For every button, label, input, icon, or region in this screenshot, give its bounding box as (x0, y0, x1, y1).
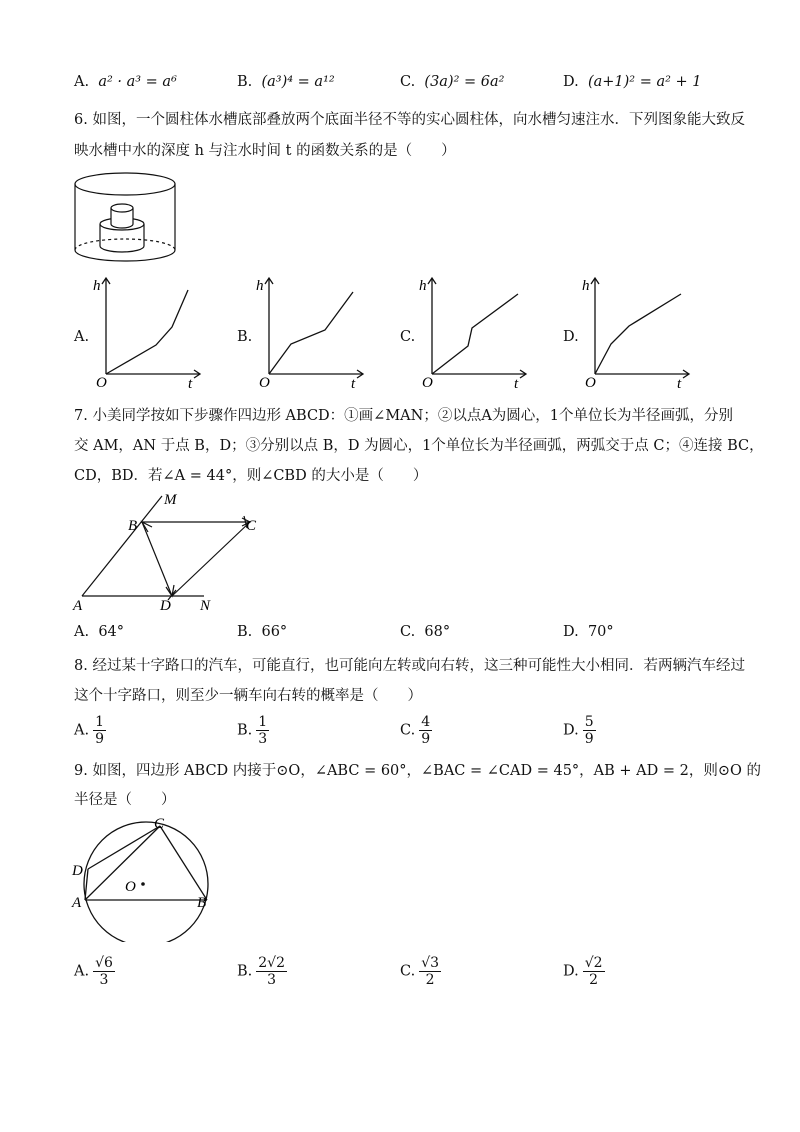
q6-graph-a (90, 272, 205, 392)
q7-rhombus-figure (70, 488, 280, 616)
q6-graph-d-y-label: h (582, 278, 590, 294)
q7-label-n: N (200, 598, 211, 614)
q5-option-b: B. (a³)⁴ = a¹² (237, 74, 335, 90)
q9-label-c: C (154, 816, 165, 832)
q9-stem-line1: 9. 如图，四边形 ABCD 内接于⊙O，∠ABC = 60°，∠BAC = ∠CAD = 45°，AB + AD = 2，则⊙O 的 (74, 763, 761, 779)
q7-label-a: A (73, 598, 83, 614)
q6-graph-b (253, 272, 368, 392)
q7-option-b: B. 66° (237, 624, 288, 640)
q6-graph-c (416, 272, 531, 392)
q9-label-o: O (125, 879, 136, 895)
q7-stem-line3: CD，BD．若∠A = 44°，则∠CBD 的大小是（ ） (74, 468, 428, 484)
q9-label-a: A (72, 895, 82, 911)
q6-graph-d (579, 272, 694, 392)
q6-graph-b-x-label: t (351, 376, 356, 392)
q9-option-b: B. $\frac{2√2}{3}$ (237, 955, 286, 988)
q8-option-c: C. $\frac{4}{9}$ (400, 714, 431, 747)
q6-graph-b-origin: O (259, 375, 270, 391)
q8-option-a: A. $\frac{1}{9}$ (74, 714, 105, 747)
q6-graph-d-x-label: t (677, 376, 682, 392)
q8-option-b: B. $\frac{1}{3}$ (237, 714, 268, 747)
q8-stem-line1: 8. 经过某十字路口的汽车，可能直行，也可能向左转或向右转，这三种可能性大小相同．若两辆汽车经过 (74, 658, 745, 674)
q7-option-c: C. 68° (400, 624, 451, 640)
q6-graph-d-letter: D. (563, 329, 579, 345)
q5-option-c: C. (3a)² = 6a² (400, 74, 505, 90)
q9-label-d: D (72, 863, 83, 879)
q7-stem-line1: 7. 小美同学按如下步骤作四边形 ABCD：①画∠MAN；②以点A为圆心，1个单位长为半径画弧，分别 (74, 408, 734, 424)
q7-option-a: A. 64° (74, 624, 125, 640)
q7-option-d: D. 70° (563, 624, 614, 640)
q6-graph-a-x-label: t (188, 376, 193, 392)
q9-stem-line2: 半径是（ ） (74, 792, 176, 808)
q9-label-b: B (197, 895, 207, 911)
q7-stem-line2: 交 AM，AN 于点 B，D；③分别以点 B，D 为圆心，1个单位长为半径画弧，两弧交于点 C；④连接 BC， (74, 438, 764, 454)
q5-option-a: A. a² · a³ = a⁶ (74, 74, 177, 90)
q7-label-m: M (164, 492, 177, 508)
q8-option-d: D. $\frac{5}{9}$ (563, 714, 594, 747)
q6-graph-c-x-label: t (514, 376, 519, 392)
q8-stem-line2: 这个十字路口，则至少一辆车向右转的概率是（ ） (74, 688, 422, 704)
q7-label-c: C (246, 518, 257, 534)
q6-graph-c-origin: O (422, 375, 433, 391)
q5-option-d: D. (a+1)² = a² + 1 (563, 74, 702, 90)
q6-graph-a-origin: O (96, 375, 107, 391)
q7-label-b: B (128, 518, 138, 534)
q6-stem-line1: 6. 如图，一个圆柱体水槽底部叠放两个底面半径不等的实心圆柱体，向水槽匀速注水．下列图象能大致反 (74, 112, 745, 128)
q9-option-d: D. $\frac{√2}{2}$ (563, 955, 603, 988)
q9-option-a: A. $\frac{√6}{3}$ (74, 955, 113, 988)
q7-label-d: D (160, 598, 171, 614)
q6-graph-b-letter: B. (237, 329, 253, 345)
q6-graph-a-y-label: h (93, 278, 101, 294)
q6-graph-d-origin: O (585, 375, 596, 391)
q6-graph-b-y-label: h (256, 278, 264, 294)
q6-tank-figure (70, 168, 180, 270)
q6-stem-line2: 映水槽中水的深度 h 与注水时间 t 的函数关系的是（ ） (74, 143, 456, 159)
q9-option-c: C. $\frac{√3}{2}$ (400, 955, 440, 988)
q6-graph-c-y-label: h (419, 278, 427, 294)
q6-graph-a-letter: A. (74, 329, 90, 345)
q6-graph-c-letter: C. (400, 329, 416, 345)
q9-circle-figure (68, 812, 218, 942)
